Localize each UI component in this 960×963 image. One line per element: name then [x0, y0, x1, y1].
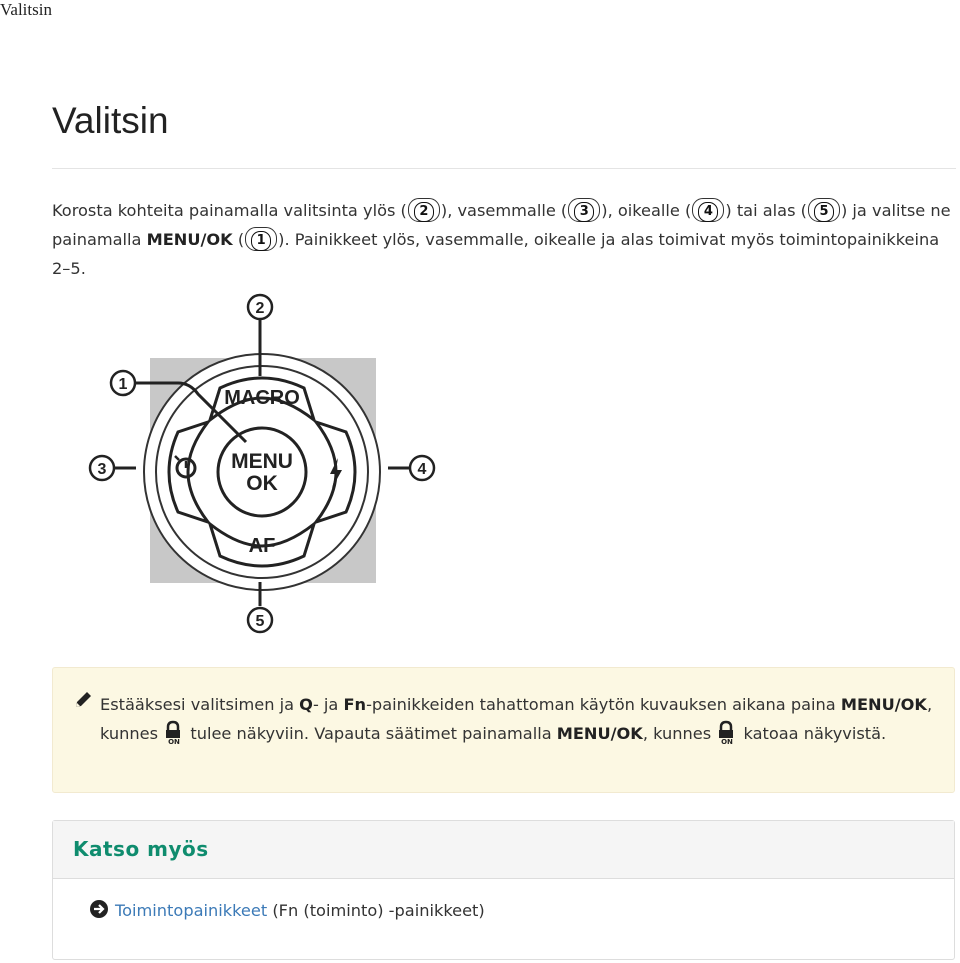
fn-button-label: Fn — [343, 695, 367, 714]
intro-text: ). Painikkeet ylös, vasemmalle, oikealle ja alas toimivat myös toimintopainikkeina 2–5. — [52, 230, 940, 278]
button-1-icon: 1 — [245, 227, 277, 251]
intro-paragraph — [52, 196, 952, 283]
callout-4 — [410, 456, 434, 480]
title-divider — [52, 168, 956, 169]
af-label: AF — [248, 535, 276, 557]
callout-1 — [111, 371, 135, 395]
macro-label: MACRO — [224, 387, 300, 409]
see-also-header — [53, 821, 954, 879]
menu-ok-label: MENU/OK — [556, 724, 643, 743]
callout-5 — [248, 608, 272, 632]
ok-label: OK — [246, 472, 278, 495]
svg-text:3: 3 — [97, 461, 107, 478]
svg-text:5: 5 — [255, 613, 265, 630]
lock-on-icon — [716, 720, 738, 744]
see-also-item — [89, 901, 485, 922]
svg-text:1: 1 — [118, 376, 128, 393]
see-also-panel — [52, 820, 955, 960]
menu-ok-label: MENU/OK — [146, 230, 233, 249]
svg-text:4: 4 — [417, 461, 427, 478]
button-3-icon: 3 — [568, 198, 600, 222]
function-buttons-link[interactable]: Toimintopainikkeet — [115, 901, 268, 920]
menu-ok-label: MENU/OK — [840, 695, 927, 714]
intro-text: ), oikealle ( — [601, 201, 692, 220]
intro-text: ) tai alas ( — [725, 201, 807, 220]
pencil-icon — [73, 690, 93, 710]
intro-text: ( — [232, 230, 245, 249]
see-also-title: Katso myös — [73, 837, 209, 861]
button-4-icon: 4 — [692, 198, 724, 222]
callout-3 — [90, 456, 114, 480]
arrow-right-circle-icon — [89, 899, 109, 919]
q-button-label: Q — [299, 695, 313, 714]
note-box — [52, 667, 955, 793]
svg-text:ON: ON — [721, 737, 734, 744]
corner-title: Valitsin — [0, 0, 52, 19]
svg-text:ON: ON — [168, 737, 181, 744]
intro-text: ), vasemmalle ( — [440, 201, 568, 220]
menu-label: MENU — [231, 450, 293, 473]
lock-on-icon — [163, 720, 185, 744]
button-2-icon: 2 — [408, 198, 440, 222]
page-title: Valitsin — [52, 100, 169, 141]
callout-2 — [248, 295, 272, 319]
intro-text: ) ja valitse ne painamalla — [52, 201, 951, 249]
note-text: Estääksesi valitsimen ja Q- ja Fn-painikkeiden tahattoman käytön kuvauksen aikana paina MENU/OK, kunnes ON tulee näkyviin. Vapauta säätimet painamalla MENU/OK, kunnes ON katoaa näkyvistä. — [100, 695, 933, 744]
selector-diagram — [80, 290, 460, 640]
svg-text:2: 2 — [255, 300, 265, 317]
intro-text: Korosta kohteita painamalla valitsinta ylös ( — [52, 201, 407, 220]
see-also-suffix: (Fn (toiminto) -painikkeet) — [267, 901, 485, 920]
button-5-icon: 5 — [808, 198, 840, 222]
